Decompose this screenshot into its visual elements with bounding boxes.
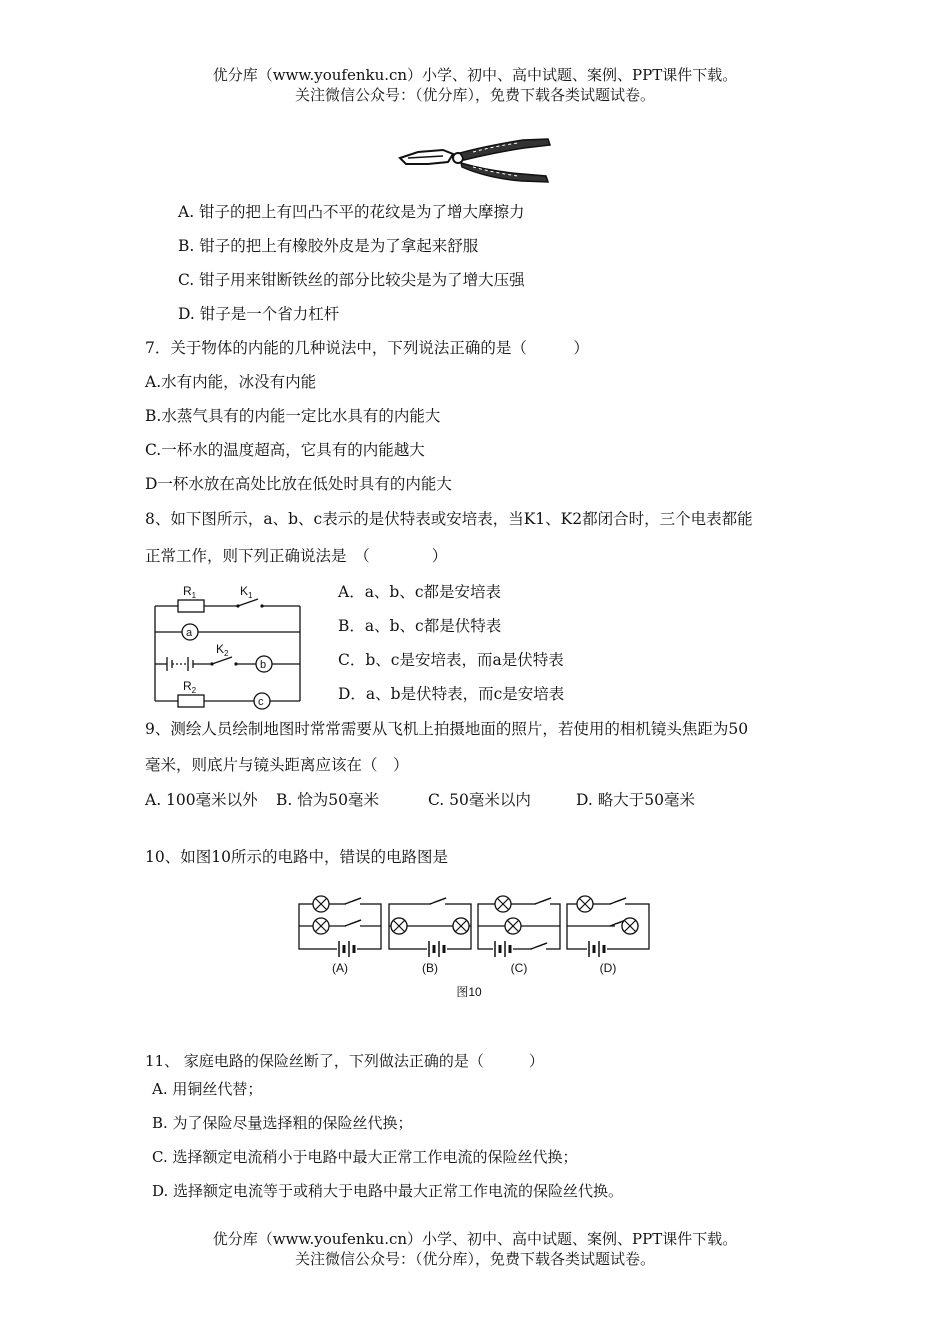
q7-option-b: B.水蒸气具有的内能一定比水具有的内能大 <box>145 407 441 425</box>
header-line-1: 优分库（www.youfenku.cn）小学、初中、高中试题、案例、PPT课件下载。 <box>212 66 738 84</box>
figure-10-circuits <box>295 892 660 1004</box>
q8-stem-line1: 8、如下图所示，a、b、c表示的是伏特表或安培表，当K1、K2都闭合时，三个电表都能 <box>145 510 753 528</box>
meter-a-label: a <box>186 627 193 639</box>
q11-stem: 11、 家庭电路的保险丝断了，下列做法正确的是（ ） <box>145 1052 544 1070</box>
q9-stem-line1: 9、测绘人员绘制地图时常常需要从飞机上拍摄地面的照片，若使用的相机镜头焦距为50 <box>145 720 749 738</box>
meter-b-label: b <box>260 659 267 671</box>
label-r1: $R_1$ <box>183 584 197 600</box>
q8-option-c: C．b、c是安培表，而a是伏特表 <box>338 651 564 669</box>
q8-stem-line2: 正常工作，则下列正确说法是 （ ） <box>145 547 448 565</box>
q7-option-c: C.一杯水的温度超高，它具有的内能越大 <box>145 441 425 459</box>
q9-option-d: D. 略大于50毫米 <box>576 791 695 809</box>
q11-option-d: D. 选择额定电流等于或稍大于电路中最大正常工作电流的保险丝代换。 <box>152 1182 624 1200</box>
q6-option-c: C. 钳子用来钳断铁丝的部分比较尖是为了增大压强 <box>178 271 525 289</box>
q6-option-b: B. 钳子的把上有橡胶外皮是为了拿起来舒服 <box>178 237 479 255</box>
q7-option-a: A.水有内能，冰没有内能 <box>145 373 317 391</box>
footer-line-1: 优分库（www.youfenku.cn）小学、初中、高中试题、案例、PPT课件下载。 <box>212 1230 738 1248</box>
q8-circuit-diagram <box>150 580 310 710</box>
q11-option-b: B. 为了保险尽量选择粗的保险丝代换； <box>152 1114 413 1132</box>
fig10-label-c: (C) <box>510 961 528 975</box>
q9-option-a: A. 100毫米以外 <box>145 791 258 809</box>
fig10-caption: 图10 <box>456 985 482 999</box>
q8-option-a: A．a、b、c都是安培表 <box>338 583 502 601</box>
q9-stem-line2: 毫米，则底片与镜头距离应该在（ ） <box>145 756 409 774</box>
fig10-label-b: (B) <box>422 961 438 975</box>
q6-option-a: A. 钳子的把上有凹凸不平的花纹是为了增大摩擦力 <box>178 203 525 221</box>
q6-option-d: D. 钳子是一个省力杠杆 <box>178 305 340 323</box>
label-k1: $K_1$ <box>240 584 253 600</box>
q9-option-b: B. 恰为50毫米 <box>276 791 379 809</box>
label-k2: $K_2$ <box>216 642 229 658</box>
footer-line-2: 关注微信公众号：（优分库），免费下载各类试题试卷。 <box>294 1250 655 1268</box>
meter-c-label: c <box>258 696 264 708</box>
label-r2: $R_2$ <box>183 679 197 695</box>
q10-stem: 10、如图10所示的电路中，错误的电路图是 <box>145 848 448 866</box>
fig10-label-a: (A) <box>332 961 348 975</box>
fig10-label-d: (D) <box>599 961 617 975</box>
q11-option-a: A. 用铜丝代替； <box>152 1080 263 1098</box>
q7-stem: 7．关于物体的内能的几种说法中，下列说法正确的是（ ） <box>145 339 589 357</box>
header-line-2: 关注微信公众号：（优分库），免费下载各类试题试卷。 <box>294 86 655 104</box>
q9-option-c: C. 50毫米以内 <box>428 791 531 809</box>
pliers-icon <box>398 136 553 184</box>
q7-option-d: D一杯水放在高处比放在低处时具有的内能大 <box>145 475 452 493</box>
q11-option-c: C. 选择额定电流稍小于电路中最大正常工作电流的保险丝代换； <box>152 1148 578 1166</box>
q8-option-b: B．a、b、c都是伏特表 <box>338 617 502 635</box>
q8-option-d: D．a、b是伏特表，而c是安培表 <box>338 685 565 703</box>
